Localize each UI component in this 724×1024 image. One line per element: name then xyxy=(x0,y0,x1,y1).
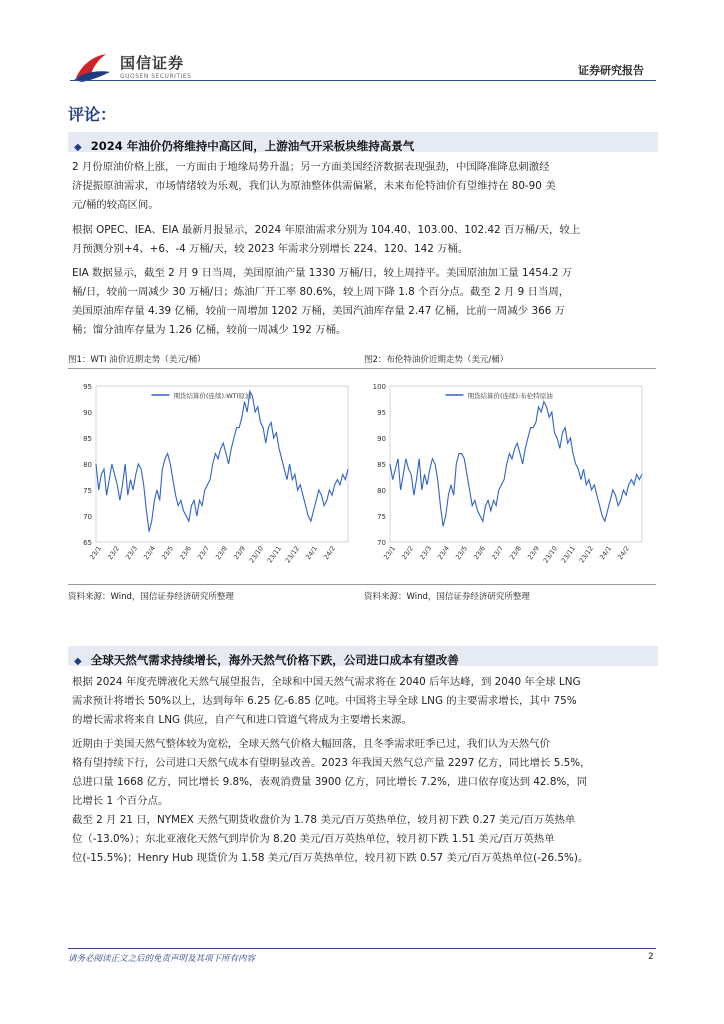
x-tick-label: 23/2 xyxy=(400,544,416,562)
text-line: 根据 2024 年度壳牌液化天然气展望报告，全球和中国天然气需求将在 2040 后年达峰，到 2040 年全球 LNG xyxy=(72,676,581,688)
footer-disclaimer: 请务必阅读正文之后的免责声明及其项下所有内容 xyxy=(68,954,256,964)
text-line: EIA 数据显示，截至 2 月 9 日当周，美国原油产量 1330 万桶/日，较上周持平。美国原油加工量 1454.2 万 xyxy=(72,267,573,279)
text-line: 根据 OPEC、IEA、EIA 最新月报显示，2024 年原油需求分别为 104.40、103.00、102.42 百万桶/天，较上 xyxy=(72,224,581,236)
x-tick-label: 23/9 xyxy=(232,544,248,562)
text-line: 济提振原油需求，市场情绪较为乐观，我们认为原油整体供需偏紧，未来布伦特油价有望维持在 80-90 美 xyxy=(72,180,556,192)
text-line: 2 月份原油价格上涨，一方面由于地缘局势升温；另一方面美国经济数据表现强劲，中国降准降息刺激经 xyxy=(72,161,550,173)
fig2-source: 资料来源：Wind，国信证券经济研究所整理 xyxy=(364,592,530,602)
header-divider xyxy=(70,80,656,81)
text-line: 格有望持续下行，公司进口天然气成本有望明显改善。2023 年我国天然气总产量 2297 亿方，同比增长 5.5%， xyxy=(72,757,591,769)
y-tick-label: 95 xyxy=(83,383,92,391)
text-line: 月预测分别+4、+6、-4 万桶/天，较 2023 年需求分别增长 224、120、142 万桶。 xyxy=(72,243,469,255)
x-tick-label: 23/12 xyxy=(283,544,302,565)
x-tick-label: 24/2 xyxy=(616,544,632,562)
section2-paragraph-3 xyxy=(72,811,658,868)
x-tick-label: 23/12 xyxy=(577,544,596,565)
y-tick-label: 100 xyxy=(372,383,386,391)
text-line: 的增长需求将来自 LNG 供应，自产气和进口管道气将成为主要增长来源。 xyxy=(72,714,412,726)
x-tick-label: 24/1 xyxy=(598,544,614,562)
x-tick-label: 23/8 xyxy=(508,544,524,562)
y-tick-label: 75 xyxy=(377,513,386,521)
text-line: 总进口量 1668 亿方，同比增长 9.8%，表观消费量 3900 亿方，同比增长 7.2%，进口依存度达到 42.8%，同 xyxy=(72,776,588,788)
x-tick-label: 23/3 xyxy=(124,544,140,562)
fig2-title: 图2：布伦特油价近期走势（美元/桶） xyxy=(364,355,509,365)
x-tick-label: 24/2 xyxy=(322,544,338,562)
x-tick-label: 23/7 xyxy=(490,544,506,562)
x-tick-label: 23/1 xyxy=(382,544,398,562)
x-tick-label: 23/8 xyxy=(214,544,230,562)
x-tick-label: 23/6 xyxy=(472,544,488,562)
x-tick-label: 24/1 xyxy=(304,544,320,562)
text-line: 近期由于美国天然气整体较为宽松，全球天然气价格大幅回落，且冬季需求旺季已过，我们认为天然气价 xyxy=(72,738,550,750)
fig-source-divider xyxy=(68,584,656,585)
comment-title: 评论： xyxy=(68,105,117,124)
page-number: 2 xyxy=(648,952,654,962)
section1-paragraph-2 xyxy=(72,221,658,259)
x-tick-label: 23/5 xyxy=(454,544,470,562)
x-tick-label: 23/4 xyxy=(436,544,452,562)
x-tick-label: 23/2 xyxy=(106,544,122,562)
y-tick-label: 85 xyxy=(377,461,386,469)
y-tick-label: 80 xyxy=(377,487,386,495)
section1-heading xyxy=(74,135,414,154)
x-tick-label: 23/1 xyxy=(88,544,104,562)
text-line: 比增长 1 个百分点。 xyxy=(72,795,169,807)
text-line: 位（-13.0%）；东北亚液化天然气到岸价为 8.20 美元/百万英热单位，较月初下跌 1.51 美元/百万英热单 xyxy=(72,833,555,845)
section1-title: 2024 年油价仍将维持中高区间，上游油气开采板块维持高景气 xyxy=(90,139,415,153)
x-tick-label: 23/11 xyxy=(265,544,284,565)
y-tick-label: 90 xyxy=(83,409,92,417)
text-line: 美国原油库存量 4.39 亿桶，较前一周增加 1202 万桶，美国汽油库存量 2.47 亿桶，比前一周减少 366 万 xyxy=(72,305,566,317)
legend-label: 期货结算价(连续):布伦特原油 xyxy=(467,392,553,400)
section2-paragraph-2 xyxy=(72,735,658,811)
x-tick-label: 23/3 xyxy=(418,544,434,562)
plot-area xyxy=(390,386,642,542)
y-tick-label: 70 xyxy=(377,539,386,547)
text-line: 需求预计将增长 50%以上，达到每年 6.25 亿-6.85 亿吨。中国将主导全球 LNG 的主要需求增长，其中 75% xyxy=(72,695,577,707)
section2-paragraph-1 xyxy=(72,673,658,730)
x-tick-label: 23/5 xyxy=(160,544,176,562)
fig1-source: 资料来源：Wind，国信证券经济研究所整理 xyxy=(68,592,234,602)
series-line xyxy=(96,391,348,531)
text-line: 位(-15.5%)；Henry Hub 现货价为 1.58 美元/百万英热单位，较月初下跌 0.57 美元/百万英热单位(-26.5%)。 xyxy=(72,852,589,864)
series-line xyxy=(390,402,642,527)
plot-area xyxy=(96,386,348,542)
logo-name: 国信证券 xyxy=(120,54,185,72)
diamond-icon: ◆ xyxy=(74,142,82,153)
x-tick-label: 23/9 xyxy=(526,544,542,562)
text-line: 桶；馏分油库存量为 1.26 亿桶，较前一周减少 192 万桶。 xyxy=(72,324,347,336)
x-tick-label: 23/4 xyxy=(142,544,158,562)
y-tick-label: 85 xyxy=(83,435,92,443)
section1-paragraph-3 xyxy=(72,264,658,340)
legend-label: 期货结算价(连续):WTI原油 xyxy=(173,392,252,400)
guosen-logo-icon xyxy=(72,50,112,84)
section2-title: 全球天然气需求持续增长，海外天然气价格下跌，公司进口成本有望改善 xyxy=(90,653,459,667)
text-line: 元/桶的较高区间。 xyxy=(72,199,159,211)
report-type: 证券研究报告 xyxy=(578,64,644,77)
brent-chart xyxy=(362,372,652,582)
x-tick-label: 23/6 xyxy=(178,544,194,562)
fig1-title: 图1：WTI 油价近期走势（美元/桶） xyxy=(68,355,206,365)
section1-paragraph-1 xyxy=(72,158,658,215)
logo xyxy=(72,50,212,88)
text-line: 截至 2 月 21 日，NYMEX 天然气期货收盘价为 1.78 美元/百万英热单位，较月初下跌 0.27 美元/百万英热单 xyxy=(72,814,576,826)
y-tick-label: 90 xyxy=(377,435,386,443)
x-tick-label: 23/7 xyxy=(196,544,212,562)
y-tick-label: 80 xyxy=(83,461,92,469)
section2-heading xyxy=(74,649,459,668)
y-tick-label: 70 xyxy=(83,513,92,521)
x-tick-label: 23/10 xyxy=(247,544,266,565)
x-tick-label: 23/11 xyxy=(559,544,578,565)
y-tick-label: 95 xyxy=(377,409,386,417)
x-tick-label: 23/10 xyxy=(541,544,560,565)
wti-chart xyxy=(68,372,358,582)
diamond-icon: ◆ xyxy=(74,656,82,667)
fig-title-divider xyxy=(68,368,656,369)
text-line: 桶/日，较前一周减少 30 万桶/日；炼油厂开工率 80.6%，较上周下降 1.8 个百分点。截至 2 月 9 日当周， xyxy=(72,286,570,298)
footer-divider xyxy=(68,948,656,949)
logo-subtitle: GUOSEN SECURITIES xyxy=(120,73,192,80)
y-tick-label: 75 xyxy=(83,487,92,495)
y-tick-label: 65 xyxy=(83,539,92,547)
